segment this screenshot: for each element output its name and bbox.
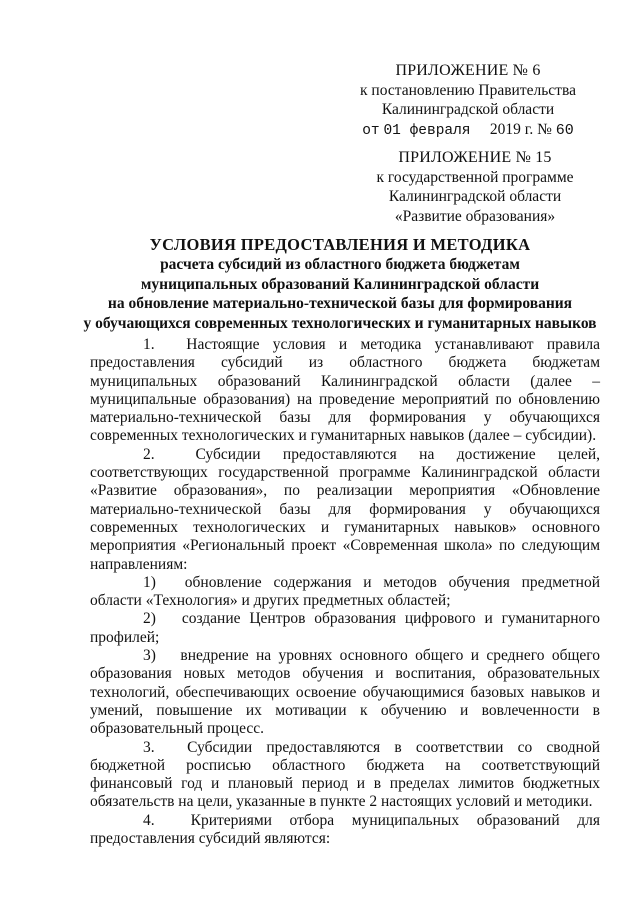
paragraph-text: Субсидии предоставляются в соответствии со сводной бюджетной росписью областного бюджета на соответствующий финансовый год и плановый период и в пределах лимитов бюджетных обязательств на цели, указанные в пункте 2 настоящих условий и методики. xyxy=(90,738,600,811)
paragraph-4 xyxy=(90,812,600,849)
document-heading xyxy=(70,235,610,333)
paragraph-2-item-2 xyxy=(90,610,600,647)
paragraph-2-item-1 xyxy=(90,574,600,611)
paragraph-text: создание Центров образования цифрового и гуманитарного профилей; xyxy=(90,610,601,646)
heading-main: УСЛОВИЯ ПРЕДОСТАВЛЕНИЯ И МЕТОДИКА xyxy=(149,235,531,254)
heading-sub1: расчета субсидий из областного бюджета бюджетам xyxy=(160,256,520,273)
paragraph-number: 1) xyxy=(143,573,156,591)
resolution-number: 60 xyxy=(555,121,574,139)
paragraph-number: 4. xyxy=(143,811,155,829)
appendix-6-block xyxy=(333,61,603,141)
heading-sub4: у обучающихся современных технологических и гуманитарных навыков xyxy=(83,314,597,332)
paragraph-2 xyxy=(90,446,600,574)
paragraph-1 xyxy=(90,336,600,446)
appendix-15-block xyxy=(350,148,600,226)
paragraph-number: 3) xyxy=(143,647,156,665)
paragraph-number: 1. xyxy=(143,336,155,353)
appendix-15-line2: Калининградской области xyxy=(388,188,562,205)
appendix-6-title: ПРИЛОЖЕНИЕ № 6 xyxy=(395,62,541,79)
paragraph-text: Настоящие условия и методика устанавливают правила предоставления субсидий из областного бюджета бюджетам муниципальных образований Калининградской области (далее – муниципальные образования) на проведение мероприятий по обновлению материально-технической базы для формирования у обучающихся современных технологических и гуманитарных навыков (далее – субсидии). xyxy=(90,336,601,445)
paragraph-number: 2) xyxy=(143,610,156,628)
heading-sub2: муниципальных образований Калининградской области xyxy=(140,275,540,293)
appendix-15-title: ПРИЛОЖЕНИЕ № 15 xyxy=(398,149,552,166)
appendix-15-line3: «Развитие образования» xyxy=(394,207,556,225)
appendix-6-line2: Калининградской области xyxy=(381,101,555,118)
date-day-month: 01 февраля xyxy=(383,122,471,139)
document-body xyxy=(90,336,600,848)
appendix-15-line1: к государственной программе xyxy=(376,168,574,186)
paragraph-text: Критериями отбора муниципальных образований для предоставления субсидий являются: xyxy=(90,811,601,848)
paragraph-number: 2. xyxy=(143,445,155,463)
date-year: 2019 г. № xyxy=(489,120,552,138)
paragraph-2-item-3 xyxy=(90,647,600,738)
paragraph-number: 3. xyxy=(143,738,155,756)
paragraph-text: обновление содержания и методов обучения предметной области «Технология» и других предметных областей; xyxy=(90,573,601,610)
paragraph-text: Субсидии предоставляются на достижение целей, соответствующих государственной программе Калининградской области «Развитие образования», по реализации мероприятия «Обновление материально-технической базы для формирования у обучающихся современных технологических и гуманитарных навыков» основного мероприятия «Региональный проект «Современная школа» по следующим направлениям: xyxy=(90,445,600,573)
appendix-6-date-line xyxy=(333,120,603,142)
paragraph-3 xyxy=(90,739,600,812)
date-prefix: от xyxy=(362,122,380,139)
heading-sub3: на обновление материально-технической базы для формирования xyxy=(107,295,573,312)
appendix-6-line1: к постановлению Правительства xyxy=(360,81,576,99)
paragraph-text: внедрение на уровнях основного общего и среднего общего образования новых методов обучения и воспитания, образовательных технологий, обеспечивающих освоение обучающимися базовых навыков и умений, повышение их мотивации к обучению и вовлеченности в образовательный процесс. xyxy=(90,647,600,738)
